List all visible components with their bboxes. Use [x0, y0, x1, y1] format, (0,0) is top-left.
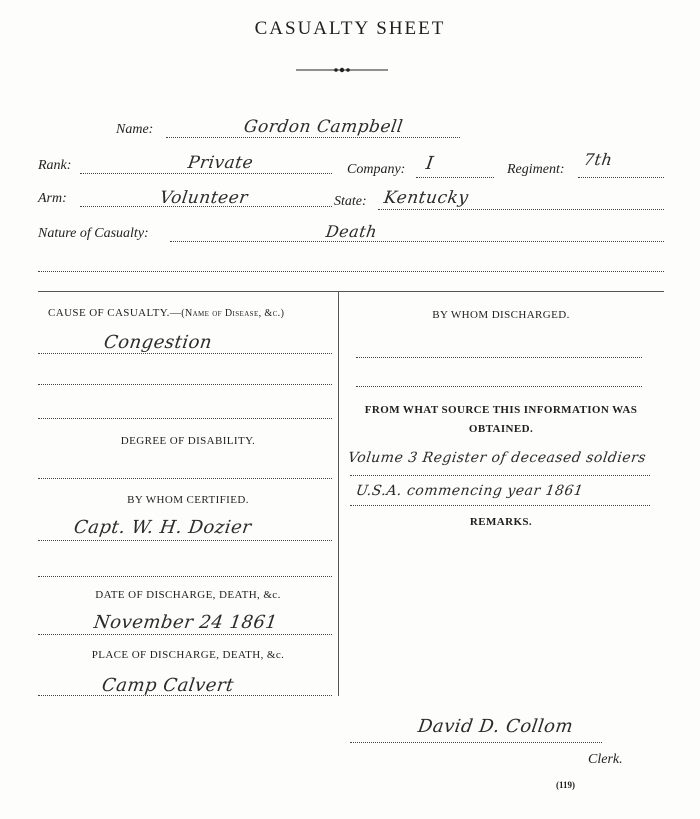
place-label: PLACE OF DISCHARGE, DEATH, &c. [91, 649, 285, 661]
regiment-value: 7th [582, 150, 614, 169]
cause-line-2 [38, 384, 332, 385]
rank-label: Rank: [38, 158, 72, 173]
cause-heading [48, 307, 334, 319]
rank-line [80, 173, 332, 174]
company-line [416, 177, 494, 178]
place-value: Camp Calvert [100, 675, 236, 696]
name-label: Name: [116, 122, 154, 137]
sheet-title: CASUALTY SHEET [254, 18, 446, 39]
cause-value: Congestion [102, 332, 214, 353]
arm-value: Volunteer [158, 188, 250, 208]
certified-line [38, 540, 332, 541]
nature-value: Death [324, 222, 379, 241]
company-value: I [424, 153, 436, 174]
nature-label: Nature of Casualty: [38, 226, 149, 241]
nature-line [170, 241, 664, 242]
certified-line-2 [38, 576, 332, 577]
blank-line [38, 271, 664, 272]
certified-value: Capt. W. H. Dozier [72, 517, 253, 538]
clerk-signature: David D. Collom [416, 716, 575, 737]
source-label-line-2: OBTAINED. [468, 423, 534, 435]
state-label: State: [334, 194, 367, 209]
source-value-line-1: Volume 3 Register of deceased soldiers [346, 450, 648, 466]
source-line-1 [350, 475, 650, 476]
discharged-line-2 [356, 386, 642, 387]
company-label: Company: [347, 162, 406, 177]
source-label-line-1: FROM WHAT SOURCE THIS INFORMATION WAS [364, 404, 638, 416]
disability-label: DEGREE OF DISABILITY. [120, 435, 256, 447]
arm-label: Arm: [38, 191, 67, 206]
cause-sublabel: (Name of Disease, &c.) [181, 308, 285, 319]
date-line [38, 634, 332, 635]
disability-line [38, 478, 332, 479]
source-line-2 [350, 505, 650, 506]
cause-line-3 [38, 418, 332, 419]
certified-label: BY WHOM CERTIFIED. [127, 494, 249, 506]
date-value: November 24 1861 [92, 612, 279, 633]
regiment-label: Regiment: [507, 162, 565, 177]
state-line [378, 209, 664, 210]
date-label: DATE OF DISCHARGE, DEATH, &c. [95, 589, 281, 601]
cause-line-1 [38, 353, 332, 354]
cause-label: CAUSE OF CASUALTY.— [48, 307, 182, 319]
discharged-label: BY WHOM DISCHARGED. [432, 309, 570, 321]
rank-value: Private [186, 153, 255, 173]
title-ornament [296, 66, 388, 74]
name-line [166, 137, 460, 138]
form-number: (119) [556, 780, 575, 790]
state-value: Kentucky [382, 188, 470, 208]
name-value: Gordon Campbell [242, 117, 405, 137]
source-value-line-2: U.S.A. commencing year 1861 [354, 483, 585, 499]
remarks-label: REMARKS. [469, 516, 533, 528]
regiment-line [578, 177, 664, 178]
table-top-rule [38, 291, 664, 292]
clerk-label: Clerk. [588, 752, 623, 767]
discharged-line-1 [356, 357, 642, 358]
clerk-signature-line [350, 742, 602, 743]
column-divider [338, 291, 339, 696]
